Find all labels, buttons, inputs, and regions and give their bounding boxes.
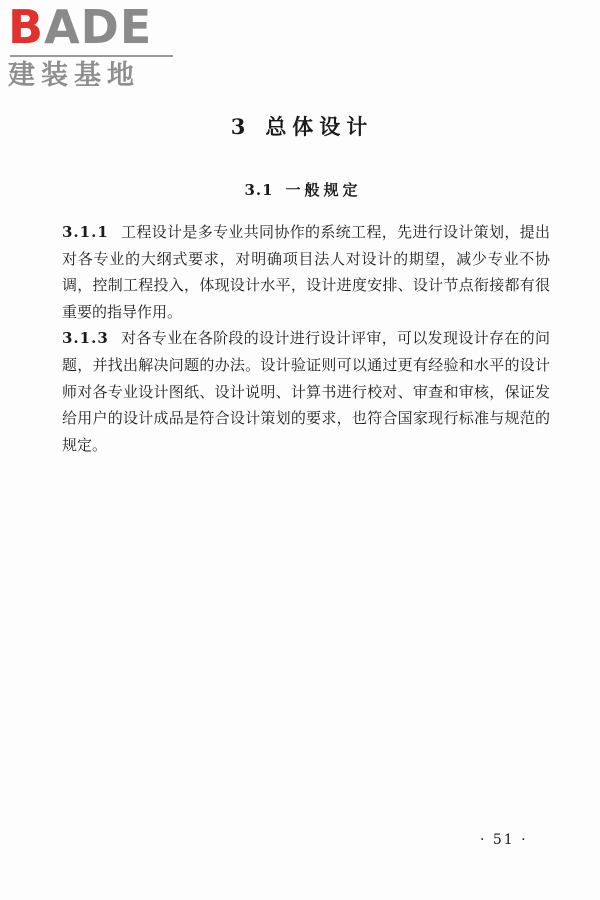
clause-number: 3.1.1 [62,223,109,241]
clause-paragraph [62,219,550,325]
body-text [62,219,550,458]
clause-text: 工程设计是多专业共同协作的系统工程，先进行设计策划，提出对各专业的大纲式要求，对明确项目法人对设计的期望，减少专业不协调，控制工程投入，体现设计水平，设计进度安排、设计节点衔接都有很重要的指导作用。 [62,223,550,321]
chapter-number: 3 [230,114,252,139]
clause-number: 3.1.3 [62,329,109,348]
bade-logo [8,0,173,91]
chapter-title [0,113,600,141]
logo-wordmark [8,2,152,52]
logo-accent-letter: B [8,0,45,54]
page-number: · 51 · [480,832,528,848]
logo-divider [10,55,173,57]
logo-chinese-name: 建装基地 [8,60,140,91]
logo-word-rest: ADE [44,0,153,54]
section-number: 3.1 [244,181,274,199]
section-title [0,180,600,200]
section-title-text: 一般规定 [285,181,362,199]
chapter-title-text: 总体设计 [265,114,374,139]
clause-paragraph [62,325,550,458]
clause-text: 对各专业在各阶段的设计进行设计评审，可以发现设计存在的问题，并找出解决问题的办法。设计验证则可以通过更有经验和水平的设计师对各专业设计图纸、设计说明、计算书进行校对、审查和审核，保证发给用户的设计成品是符合设计策划的要求，也符合国家现行标准与规范的规定。 [62,329,550,454]
